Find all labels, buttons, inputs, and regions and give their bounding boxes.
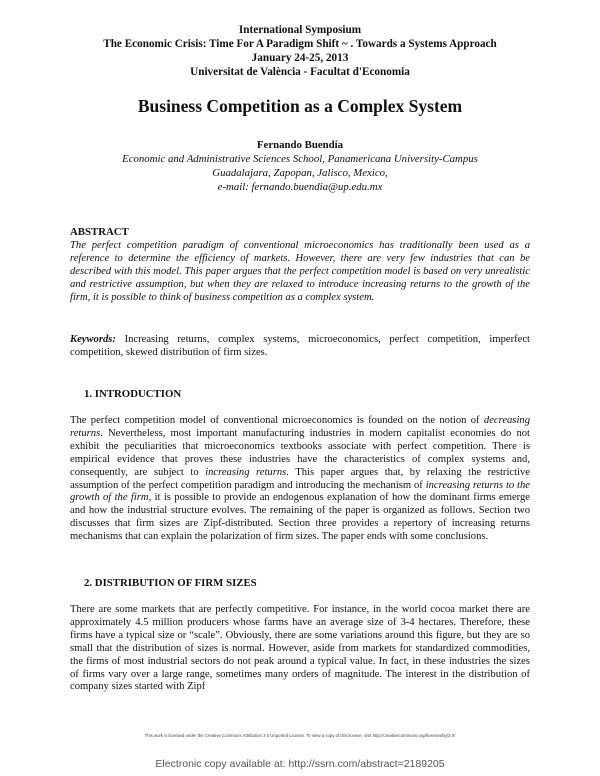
intro-text-d: , it is possible to provide an endogenous explanation of how the dominant firms emerge and how the industrial structure evolves. The remaining of the paper is organized as follows. Section two discusses that firm sizes are Zipf-distributed. Section three provides a repertory of increasing returns mechanisms that can explain the polarization of firm sizes. The paper ends with some conclusions. bbox=[70, 492, 530, 543]
ssrn-link[interactable]: Electronic copy available at: http://ssrn.com/abstract=2189205 bbox=[155, 758, 445, 770]
conference-theme: The Economic Crisis: Time For A Paradigm Shift ~ . Towards a Systems Approach bbox=[103, 38, 497, 50]
author-affiliation-line2: Guadalajara, Zapopan, Jalisco, Mexico, bbox=[212, 167, 388, 179]
author-affiliation-line1: Economic and Administrative Sciences School, Panamericana University-Campus bbox=[122, 153, 478, 165]
author-email: e-mail: fernando.buendia@up.edu.mx bbox=[217, 181, 383, 193]
license-notice: This work is licensed under the Creative Commons Attribution 3.0 Unported License. To view a copy of this license, visit http://creativecommons.org/licenses/by/3.0/ bbox=[144, 733, 456, 738]
conference-name: International Symposium bbox=[238, 24, 362, 36]
introduction-paragraph bbox=[70, 415, 530, 544]
distribution-paragraph: There are some markets that are perfectly competitive. For instance, in the world cocoa market there are approximately 4.5 million producers whose farms have an average size of 3-4 hectares. Therefore, these firms have a typical size or “scale”. Obviously, there are some variations around this figure, but they are so small that the distribution of sizes is normal. However, aside from markets for standardized commodities, the firms of most industrial sectors do not peak around a typical value. In fact, in these industries the sizes of firms vary over a large range, sometimes many orders of magnitude. The interest in the distribution of company sizes started with Zipf bbox=[70, 604, 530, 693]
keywords bbox=[70, 334, 530, 360]
keywords-text: Increasing returns, complex systems, microeconomics, perfect competition, imperfect competition, skewed distribution of firm sizes. bbox=[70, 334, 530, 358]
section-distribution-heading: 2. DISTRIBUTION OF FIRM SIZES bbox=[84, 577, 257, 589]
intro-text-b: . Nevertheless, most important manufacturing industries in modern capitalist economies do not exhibit the peculiarities that microeconomics textbooks associate with perfect competition. There is empirical evidence that proves these industries have the characteristics of complex systems and, consequently, are subject to bbox=[70, 427, 530, 478]
section-introduction-heading: 1. INTRODUCTION bbox=[84, 388, 182, 400]
keywords-label: Keywords: bbox=[70, 334, 116, 345]
abstract-heading: ABSTRACT bbox=[70, 226, 129, 238]
conference-venue: Universitat de València - Facultat d'Economia bbox=[190, 66, 410, 78]
conference-dates: January 24-25, 2013 bbox=[251, 52, 349, 64]
intro-emphasis-a: decreasing returns bbox=[70, 415, 530, 439]
intro-text-a: The perfect competition model of conventional microeconomics is founded on the notion of bbox=[70, 415, 484, 426]
abstract-text: The perfect competition paradigm of conventional microeconomics has traditionally been used as a reference to determine the efficiency of markets. However, there are very few industries that can be described with this model. This paper argues that the perfect competition model is based on very unrealistic and restrictive assumption, but when they are relaxed to introduce increasing returns to the growth of the firm, it is possible to think of business competition as a complex system. bbox=[70, 240, 530, 303]
intro-emphasis-c: increasing returns to the growth of the firm bbox=[70, 479, 531, 504]
author-name: Fernando Buendía bbox=[256, 139, 344, 151]
paper-title: Business Competition as a Complex System bbox=[137, 96, 463, 116]
intro-text-c: . This paper argues that, by relaxing the restrictive assumption of the perfect competition paradigm and introducing the mechanism of bbox=[70, 466, 530, 491]
intro-emphasis-b: increasing returns bbox=[205, 466, 287, 478]
